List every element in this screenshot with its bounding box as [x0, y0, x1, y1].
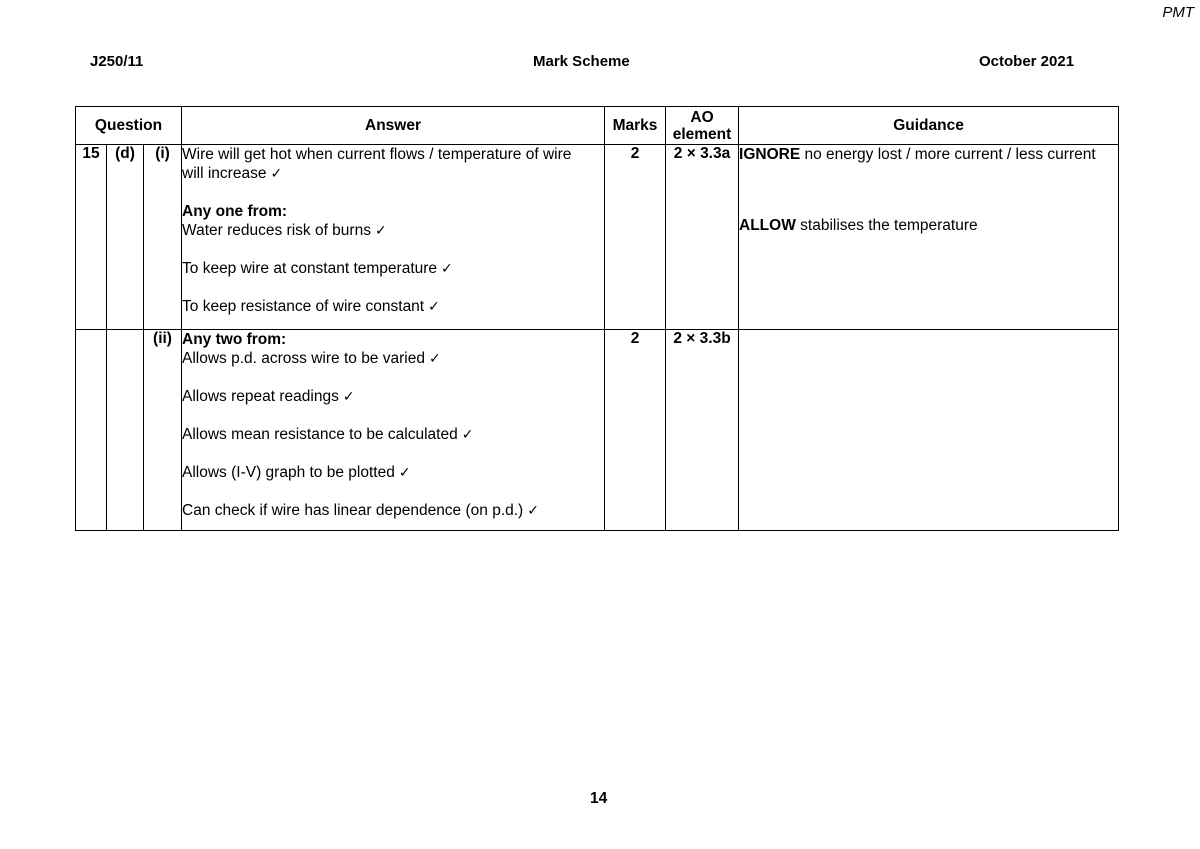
answer-point: Allows p.d. across wire to be varied	[182, 350, 425, 367]
tick-icon: ✓	[527, 503, 539, 519]
header-ao-element	[666, 107, 739, 145]
guidance-line	[739, 216, 1118, 235]
guidance-line	[739, 145, 1118, 164]
question-part	[107, 330, 144, 531]
header-row	[76, 107, 1119, 145]
header-ao-line1: AO	[690, 108, 714, 126]
page-number: 14	[590, 790, 608, 807]
tick-icon: ✓	[398, 465, 411, 481]
header-marks: Marks	[605, 107, 666, 145]
answer-point: To keep resistance of wire constant	[182, 298, 425, 315]
answer-intro-line2: will increase	[182, 165, 267, 182]
header-ao-line2: element	[672, 125, 732, 143]
answer-heading: Any one from:	[182, 203, 288, 220]
guidance-cell	[739, 330, 1119, 531]
answer-point: Allows repeat readings	[182, 388, 339, 405]
question-part: (d)	[107, 145, 144, 330]
ao-element-value: 2 × 3.3a	[666, 145, 739, 330]
exam-date: October 2021	[979, 53, 1075, 70]
answer-point: Allows (I-V) graph to be plotted	[182, 464, 395, 481]
header-guidance: Guidance	[739, 107, 1119, 145]
answer-heading: Any two from:	[182, 331, 287, 348]
tick-icon: ✓	[342, 389, 355, 405]
marks-value: 2	[605, 145, 666, 330]
tick-icon: ✓	[270, 166, 283, 182]
guidance-keyword: ALLOW	[739, 217, 796, 234]
tick-icon: ✓	[441, 261, 453, 277]
marks-value: 2	[605, 330, 666, 531]
answer-intro-line1: Wire will get hot when current flows / temperature of wire	[182, 146, 572, 163]
answer-point: Water reduces risk of burns	[182, 222, 371, 239]
header-answer: Answer	[182, 107, 605, 145]
guidance-text: stabilises the temperature	[795, 217, 978, 234]
question-subpart: (ii)	[144, 330, 182, 531]
tick-icon: ✓	[374, 223, 387, 239]
pmt-corner-label: PMT	[1162, 4, 1194, 21]
table-row	[76, 330, 1119, 531]
answer-cell	[182, 330, 605, 531]
question-number: 15	[76, 145, 107, 330]
question-number	[76, 330, 107, 531]
answer-point: To keep wire at constant temperature	[182, 260, 438, 277]
guidance-cell	[739, 145, 1119, 330]
header-question: Question	[76, 107, 182, 145]
table-row	[76, 145, 1119, 330]
answer-cell	[182, 145, 605, 330]
guidance-keyword: IGNORE	[739, 146, 801, 163]
document-title: Mark Scheme	[533, 53, 630, 70]
question-subpart: (i)	[144, 145, 182, 330]
tick-icon: ✓	[428, 351, 441, 367]
paper-code: J250/11	[90, 53, 144, 70]
answer-point: Allows mean resistance to be calculated	[182, 426, 458, 443]
mark-scheme-table	[75, 106, 1119, 531]
tick-icon: ✓	[428, 299, 440, 315]
answer-point: Can check if wire has linear dependence (on p.d.)	[182, 502, 524, 519]
guidance-text: no energy lost / more current / less current	[800, 146, 1096, 163]
tick-icon: ✓	[461, 427, 474, 443]
ao-element-value: 2 × 3.3b	[666, 330, 739, 531]
